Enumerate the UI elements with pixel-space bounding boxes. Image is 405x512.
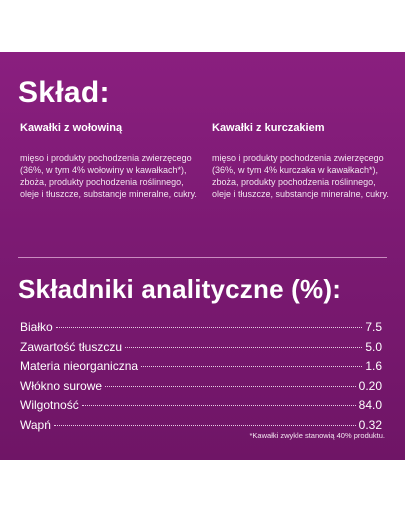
row-label: Wapń (20, 417, 51, 432)
row-value: 7.5 (365, 320, 382, 334)
row-label: Zawartość tłuszczu (20, 339, 123, 354)
analytic-row-fibre (20, 377, 382, 397)
variant-beef (20, 122, 200, 200)
analytic-title: Składniki analityczne (%): (18, 274, 342, 304)
section-divider (18, 257, 387, 258)
variant-beef-ingredients: mięso i produkty pochodzenia zwierzęcego (36%, w tym 4% wołowiny w kawałkach*), zboża, produkty pochodzenia roślinnego, oleje i tłuszcze, substancje mineralne, cukry. (20, 153, 197, 199)
row-value: 5.0 (365, 339, 382, 354)
composition-title: Skład: (18, 76, 110, 109)
row-label: Wilgotność (20, 398, 79, 412)
nutrition-panel (0, 52, 405, 460)
analytic-row-moisture (20, 396, 382, 416)
row-label: Włókno surowe (20, 378, 103, 393)
variant-chicken (212, 122, 392, 200)
variant-beef-title: Kawałki z wołowiną (20, 122, 123, 134)
row-value: 0.32 (358, 417, 382, 432)
row-value: 1.6 (365, 359, 382, 373)
variant-chicken-ingredients: mięso i produkty pochodzenia zwierzęcego (36%, w tym 4% kurczaka w kawałkach*), zboża, produkty pochodzenia roślinnego, oleje i tłuszcze, substancje mineralne, cukry. (212, 153, 389, 199)
row-value: 0.20 (358, 378, 382, 393)
row-value: 84.0 (358, 398, 382, 412)
row-label: Materia nieorganiczna (20, 359, 139, 373)
analytic-row-ash (20, 357, 382, 377)
analytic-table (20, 318, 382, 435)
dot-leader (125, 347, 362, 348)
dot-leader (54, 425, 356, 426)
dot-leader (82, 405, 356, 406)
dot-leader (56, 327, 363, 328)
analytic-row-protein (20, 318, 382, 338)
row-label: Białko (20, 320, 53, 334)
dot-leader (141, 366, 362, 367)
variant-chicken-title: Kawałki z kurczakiem (212, 122, 325, 134)
dot-leader (105, 386, 356, 387)
footnote: *Kawałki zwykle stanowią 40% produktu. (249, 431, 385, 440)
analytic-row-fat (20, 338, 382, 358)
